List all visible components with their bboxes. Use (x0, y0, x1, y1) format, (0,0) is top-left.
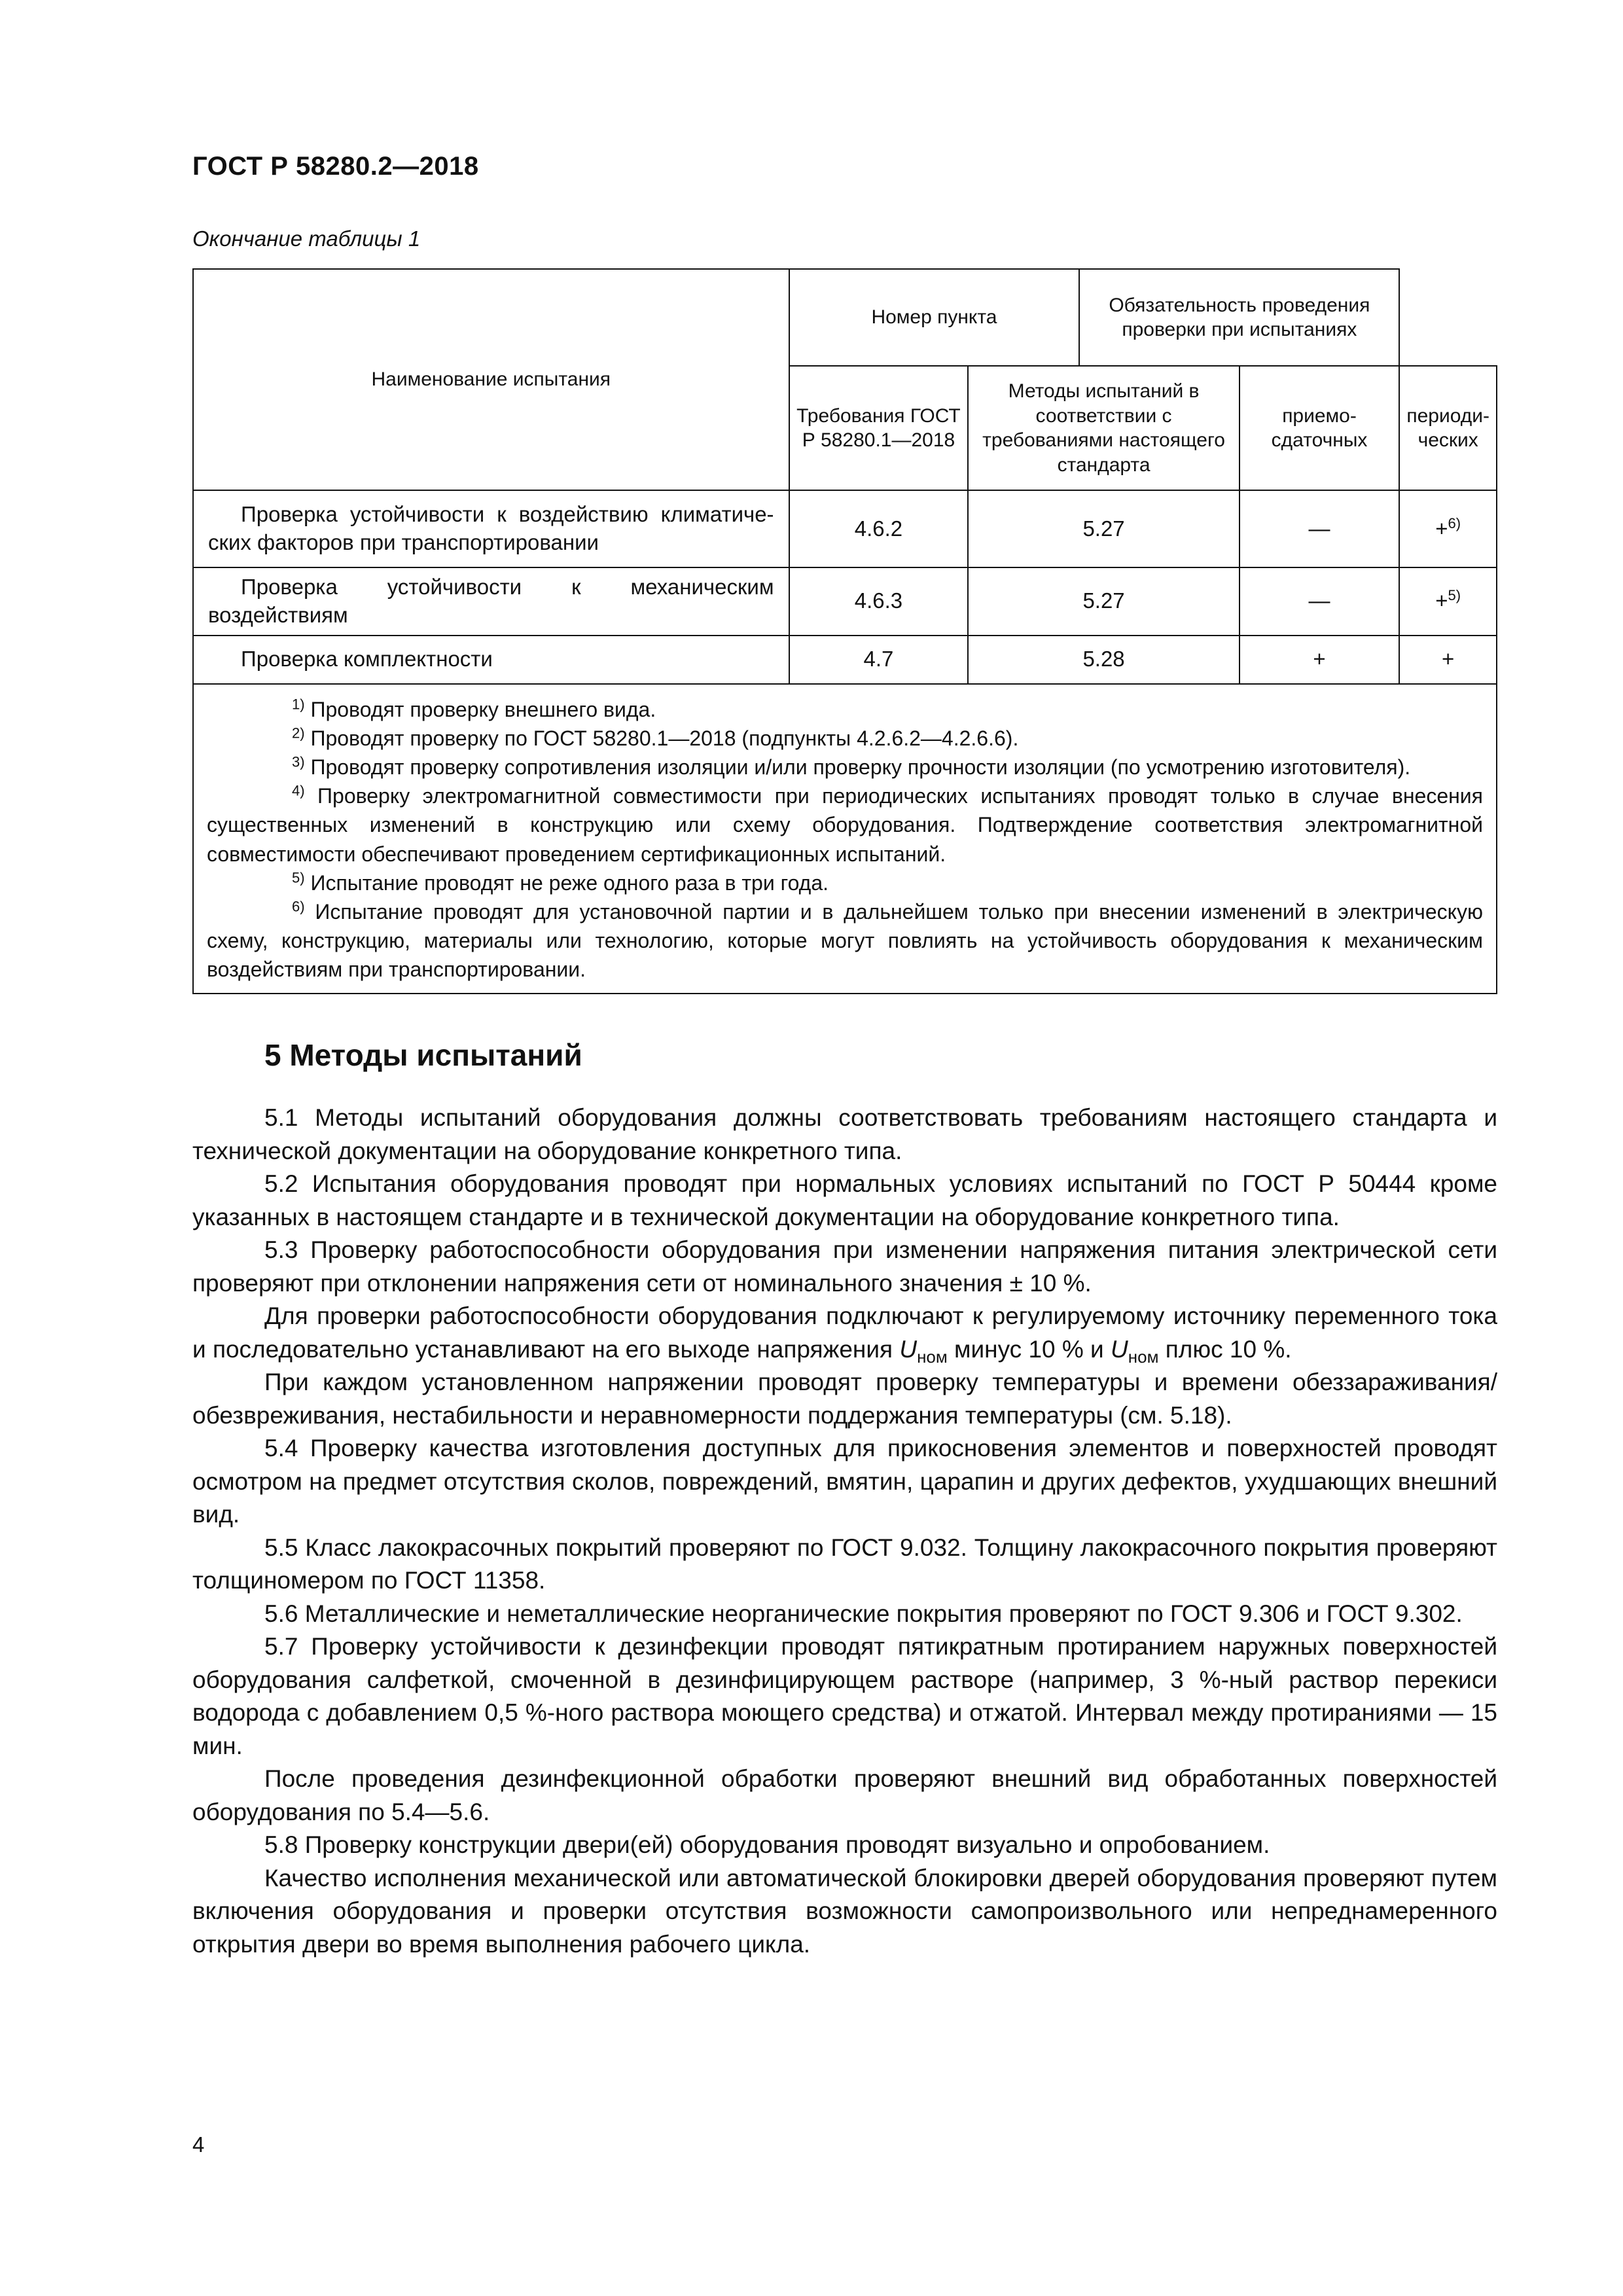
footnote-mark: 5) (292, 869, 305, 886)
table-caption: Окончание таблицы 1 (192, 226, 421, 251)
paragraph: 5.6 Металлические и неметаллические неорганические покрытия проверяют по ГОСТ 9.306 и ГОСТ 9.302. (264, 1600, 1463, 1627)
header-requirements: Требования ГОСТ Р 58280.1—2018 (789, 366, 969, 490)
paragraph: 5.1 Методы испытаний оборудования должны соответствовать требованиям настоящего стандарта и технической документации на оборудование конкретного типа. (192, 1104, 1497, 1164)
paragraph: 5.3 Проверку работоспособности оборудования при изменении напряжения питания электрической сети проверяют при отклонении напряжения сети от номинального значения ± 10 %. (192, 1236, 1497, 1297)
test-name: Проверка комплектности (241, 647, 493, 672)
requirement-cell: 4.6.2 (789, 490, 969, 567)
paragraph: 5.4 Проверку качества изготовления доступных для прикосновения элементов и поверхностей проводят осмотром на предмет отсутствия сколов, повреждений, вмятин, царапин и других дефектов, ухудшающих внешний вид. (192, 1435, 1497, 1528)
footnote-ref: 6) (1448, 514, 1461, 531)
acceptance-cell: — (1240, 567, 1400, 636)
header-periodic: периодических (1399, 366, 1497, 490)
test-table (192, 268, 1497, 994)
footnote-text: Проводят проверку сопротивления изоляции и/или проверку прочности изоляции (по усмотрению изготовителя). (310, 755, 1411, 780)
paragraph: 5.5 Класс лакокрасочных покрытий проверяют по ГОСТ 9.032. Толщину лакокрасочного покрытия проверяют толщиномером по ГОСТ 11358. (192, 1534, 1497, 1594)
paragraph: При каждом установленном напряжении проводят проверку температуры и времени обеззараживания/обезвреживания, нестабильности и неравномерности поддержания температуры (см. 5.18). (192, 1369, 1497, 1429)
table-row (193, 490, 1497, 567)
paragraph (192, 1300, 1497, 1366)
document-code: ГОСТ Р 58280.2—2018 (192, 152, 479, 181)
acceptance-cell: + (1240, 636, 1400, 684)
test-name-cell (193, 567, 789, 636)
requirement-cell: 4.7 (789, 636, 969, 684)
footnote-text: Проводят проверку внешнего вида. (310, 697, 656, 721)
footnote-text: Проверку электромагнитной совместимости при периодических испытаниях проводят только в случае внесения существенных изменений в конструкцию или схему оборудования. Подтверждение соответствия электромагнитной совместимости обеспечивают проведением сертификационных испытаний. (207, 784, 1484, 866)
footnote-text: Проводят проверку по ГОСТ 58280.1—2018 (подпункты 4.2.6.2—4.2.6.6). (310, 726, 1019, 750)
test-name-cell (193, 490, 789, 567)
footnote (207, 724, 1483, 753)
periodic-cell (1399, 567, 1497, 636)
footnote-mark: 3) (292, 753, 305, 770)
paragraph: После проведения дезинфекционной обработки проверяют внешний вид обработанных поверхностей оборудования по 5.4—5.6. (192, 1765, 1497, 1825)
table-footnotes (193, 684, 1497, 994)
voltage-subscript: ном (917, 1346, 948, 1367)
paragraph: 5.8 Проверку конструкции двери(ей) оборудования проводят визуально и опробованием. (264, 1831, 1270, 1858)
test-name: Проверка устойчивости к механическим воздействиям (208, 575, 774, 627)
paragraph: 5.2 Испытания оборудования проводят при нормальных условиях испытаний по ГОСТ Р 50444 кроме указанных в настоящем стандарте и в технической документации на оборудование конкретного типа. (192, 1170, 1497, 1230)
section-body (192, 1102, 1497, 1961)
table-row (193, 567, 1497, 636)
voltage-symbol: U (899, 1335, 918, 1363)
footnote-text: Испытание проводят не реже одного раза в три года. (310, 870, 829, 895)
footnote-mark: 2) (292, 725, 305, 742)
paragraph-text: плюс 10 %. (1158, 1335, 1292, 1363)
periodic-value: + (1435, 588, 1448, 613)
footnote-mark: 4) (292, 782, 305, 799)
method-cell: 5.27 (968, 490, 1239, 567)
header-item-number: Номер пункта (789, 269, 1080, 366)
header-methods: Методы испытаний в соответствии с требованиями настоящего стандарта (968, 366, 1239, 490)
page-number: 4 (192, 2132, 205, 2157)
header-test-name: Наименование испытания (193, 269, 789, 490)
header-obligation: Обязательность проведения проверки при испытаниях (1079, 269, 1399, 366)
footnote-mark: 6) (292, 898, 305, 915)
footnote-text: Испытание проводят для установочной партии и в дальнейшем только при внесении изменений в электрическую схему, конструкцию, материалы или технологию, которые могут повлиять на устойчивость оборудования к механическим воздействиям при транспортировании. (207, 899, 1484, 982)
paragraph-text: Для проверки работоспособности оборудования подключают к регулируемому источнику переменного тока и последовательно устанавливают на его выходе напряжения (192, 1302, 1497, 1363)
voltage-symbol: U (1111, 1335, 1128, 1363)
test-name-cell (193, 636, 789, 684)
footnote-mark: 1) (292, 696, 305, 713)
method-cell: 5.27 (968, 567, 1239, 636)
footnote-ref: 5) (1448, 587, 1461, 604)
footnote (207, 781, 1483, 868)
footnote (207, 753, 1483, 781)
periodic-value: + (1435, 516, 1448, 541)
table-row (193, 636, 1497, 684)
paragraph-text: минус 10 % и (947, 1335, 1111, 1363)
footnote (207, 897, 1483, 984)
voltage-subscript: ном (1128, 1346, 1159, 1367)
acceptance-cell: — (1240, 490, 1400, 567)
paragraph: 5.7 Проверку устойчивости к дезинфекции проводят пятикратным протиранием наружных поверхностей оборудования салфеткой, смоченной в дезинфицирующем растворе (например, 3 %-ный раствор перекиси водорода с добавлением 0,5 %-ного раствора моющего средства) и отжатой. Интервал между протираниями — 15 мин. (192, 1633, 1497, 1759)
periodic-cell: + (1399, 636, 1497, 684)
section-title: 5 Методы испытаний (264, 1038, 582, 1072)
requirement-cell: 4.6.3 (789, 567, 969, 636)
header-acceptance: приемосдаточных (1240, 366, 1400, 490)
paragraph: Качество исполнения механической или автоматической блокировки дверей оборудования проверяют путем включения оборудования и проверки отсутствия возможности самопроизвольного или непреднамеренного открытия двери во время выполнения рабочего цикла. (192, 1864, 1497, 1958)
footnote (207, 695, 1483, 724)
test-name: Проверка устойчивости к воздействию климатических факторов при транспортировании (208, 502, 774, 554)
periodic-cell (1399, 490, 1497, 567)
footnote (207, 869, 1483, 897)
method-cell: 5.28 (968, 636, 1239, 684)
